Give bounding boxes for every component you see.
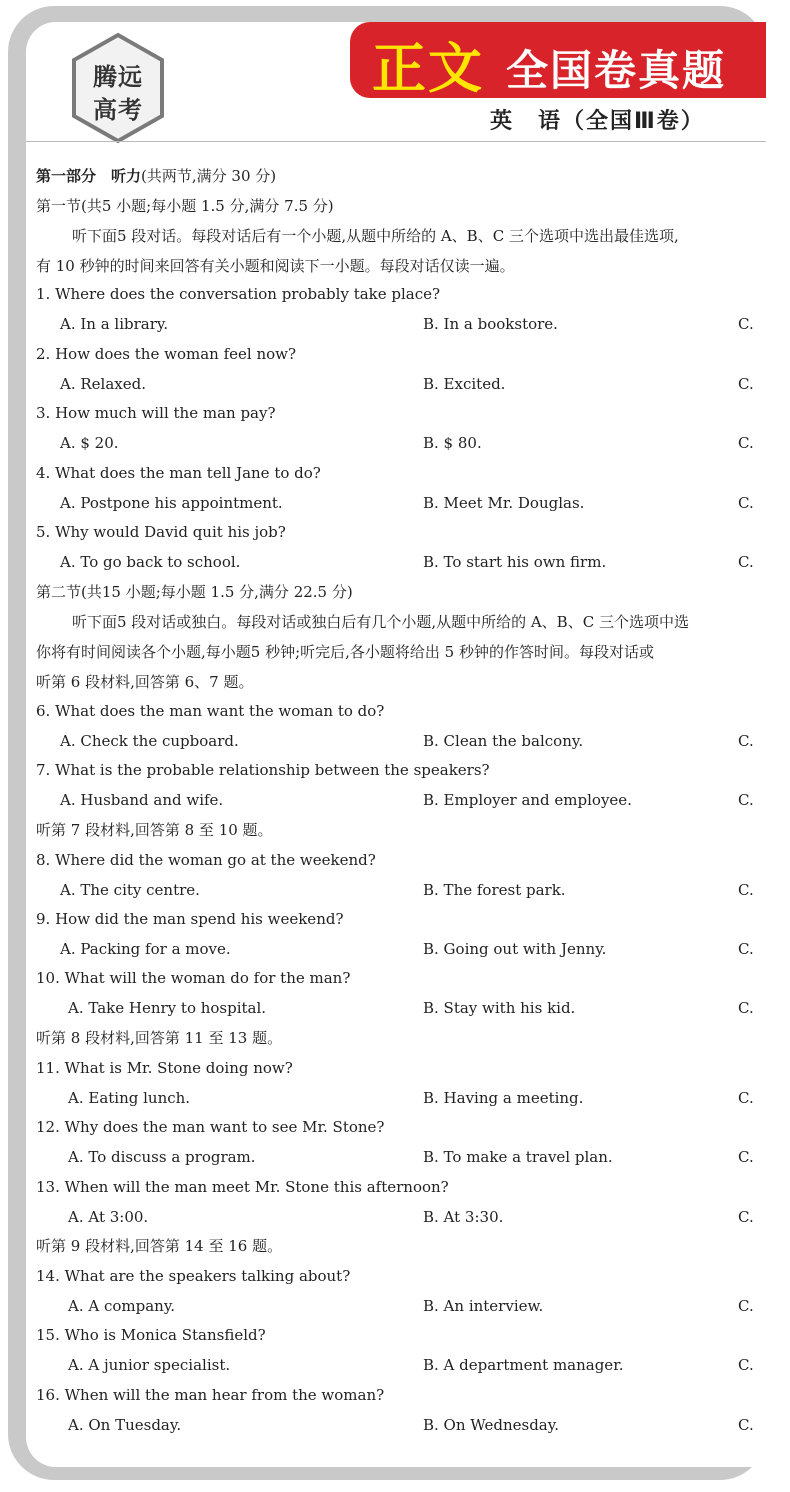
banner-sub-text: 全国卷真题 <box>506 46 727 95</box>
option-a: A. To go back to school. <box>60 553 241 571</box>
option-c: C. <box>738 1416 754 1434</box>
question-text: 13. When will the man meet Mr. Stone this afternoon? <box>36 1178 449 1196</box>
option-c: C. <box>738 315 754 333</box>
option-c: C. <box>738 1089 754 1107</box>
section2-instruction-2: 你将有时间阅读各个小题,每小题5 秒钟;听完后,各小题将给出 5 秒钟的作答时间。每段对话或 <box>36 643 654 661</box>
question-text: 12. Why does the man want to see Mr. Stone? <box>36 1118 385 1136</box>
option-c: C. <box>738 1297 754 1315</box>
header-divider <box>26 141 766 142</box>
option-c: C. <box>738 1356 754 1374</box>
option-b: B. To make a travel plan. <box>423 1148 613 1166</box>
option-a: A. Take Henry to hospital. <box>68 999 267 1017</box>
option-c: C. <box>738 1208 754 1226</box>
part-note: (共两节,满分 30 分) <box>141 167 277 185</box>
question-text: 7. What is the probable relationship between the speakers? <box>36 761 490 779</box>
option-a: A. A junior specialist. <box>68 1356 231 1374</box>
option-c: C. <box>738 1148 754 1166</box>
option-b: B. At 3:30. <box>423 1208 504 1226</box>
option-a: A. At 3:00. <box>68 1208 149 1226</box>
material-7-note: 听第 7 段材料,回答第 8 至 10 题。 <box>36 821 273 839</box>
option-c: C. <box>738 553 754 571</box>
option-c: C. <box>738 940 754 958</box>
option-b: B. To start his own firm. <box>423 553 607 571</box>
option-a: A. Check the cupboard. <box>60 732 239 750</box>
option-b: B. Employer and employee. <box>423 791 632 809</box>
question-text: 2. How does the woman feel now? <box>36 345 297 363</box>
title-banner <box>350 22 766 98</box>
question-text: 15. Who is Monica Stansfield? <box>36 1326 266 1344</box>
option-c: C. <box>738 999 754 1017</box>
section1-instruction-1: 听下面5 段对话。每段对话后有一个小题,从题中所给的 A、B、C 三个选项中选出最佳选项, <box>72 227 679 245</box>
option-b: B. A department manager. <box>423 1356 624 1374</box>
option-b: B. $ 80. <box>423 434 482 452</box>
option-c: C. <box>738 494 754 512</box>
banner-main-text: 正文 <box>372 37 484 100</box>
option-b: B. Having a meeting. <box>423 1089 584 1107</box>
subject-title: 英 语（全国Ⅲ卷） <box>490 109 705 134</box>
option-a: A. Postpone his appointment. <box>60 494 283 512</box>
part-heading <box>36 166 276 186</box>
logo-line-2: 高考 <box>93 96 143 124</box>
option-b: B. In a bookstore. <box>423 315 558 333</box>
material-6-note: 听第 6 段材料,回答第 6、7 题。 <box>36 673 254 691</box>
material-8-note: 听第 8 段材料,回答第 11 至 13 题。 <box>36 1029 283 1047</box>
question-text: 14. What are the speakers talking about? <box>36 1267 351 1285</box>
question-text: 4. What does the man tell Jane to do? <box>36 464 321 482</box>
question-text: 5. Why would David quit his job? <box>36 523 286 541</box>
option-a: A. To discuss a program. <box>68 1148 256 1166</box>
option-c: C. <box>738 791 754 809</box>
option-c: C. <box>738 881 754 899</box>
section1-title: 第一节(共5 小题;每小题 1.5 分,满分 7.5 分) <box>36 197 334 215</box>
section1-instruction-2: 有 10 秒钟的时间来回答有关小题和阅读下一小题。每段对话仅读一遍。 <box>36 257 515 275</box>
question-text: 6. What does the man want the woman to do? <box>36 702 385 720</box>
section2-title: 第二节(共15 小题;每小题 1.5 分,满分 22.5 分) <box>36 583 353 601</box>
question-text: 1. Where does the conversation probably take place? <box>36 285 441 303</box>
part-title: 第一部分 听力 <box>36 167 142 185</box>
option-b: B. Going out with Jenny. <box>423 940 607 958</box>
option-b: B. Stay with his kid. <box>423 999 576 1017</box>
option-b: B. Excited. <box>423 375 506 393</box>
material-9-note: 听第 9 段材料,回答第 14 至 16 题。 <box>36 1237 283 1255</box>
question-text: 16. When will the man hear from the woman? <box>36 1386 385 1404</box>
option-a: A. Eating lunch. <box>68 1089 191 1107</box>
option-b: B. The forest park. <box>423 881 566 899</box>
option-c: C. <box>738 375 754 393</box>
question-text: 8. Where did the woman go at the weekend? <box>36 851 376 869</box>
question-text: 11. What is Mr. Stone doing now? <box>36 1059 293 1077</box>
option-a: A. Packing for a move. <box>60 940 231 958</box>
question-text: 10. What will the woman do for the man? <box>36 969 351 987</box>
question-text: 9. How did the man spend his weekend? <box>36 910 344 928</box>
option-a: A. Relaxed. <box>60 375 146 393</box>
option-b: B. On Wednesday. <box>423 1416 559 1434</box>
option-b: B. Clean the balcony. <box>423 732 584 750</box>
section2-instruction-1: 听下面5 段对话或独白。每段对话或独白后有几个小题,从题中所给的 A、B、C 三个选项中选 <box>72 613 689 631</box>
option-b: B. An interview. <box>423 1297 544 1315</box>
option-a: A. On Tuesday. <box>68 1416 182 1434</box>
brand-logo <box>70 32 166 144</box>
option-a: A. A company. <box>68 1297 176 1315</box>
option-a: A. The city centre. <box>60 881 200 899</box>
logo-line-1: 腾远 <box>93 63 143 91</box>
option-a: A. In a library. <box>60 315 169 333</box>
option-a: A. $ 20. <box>60 434 119 452</box>
option-c: C. <box>738 434 754 452</box>
option-b: B. Meet Mr. Douglas. <box>423 494 585 512</box>
question-text: 3. How much will the man pay? <box>36 404 276 422</box>
option-a: A. Husband and wife. <box>60 791 224 809</box>
option-c: C. <box>738 732 754 750</box>
